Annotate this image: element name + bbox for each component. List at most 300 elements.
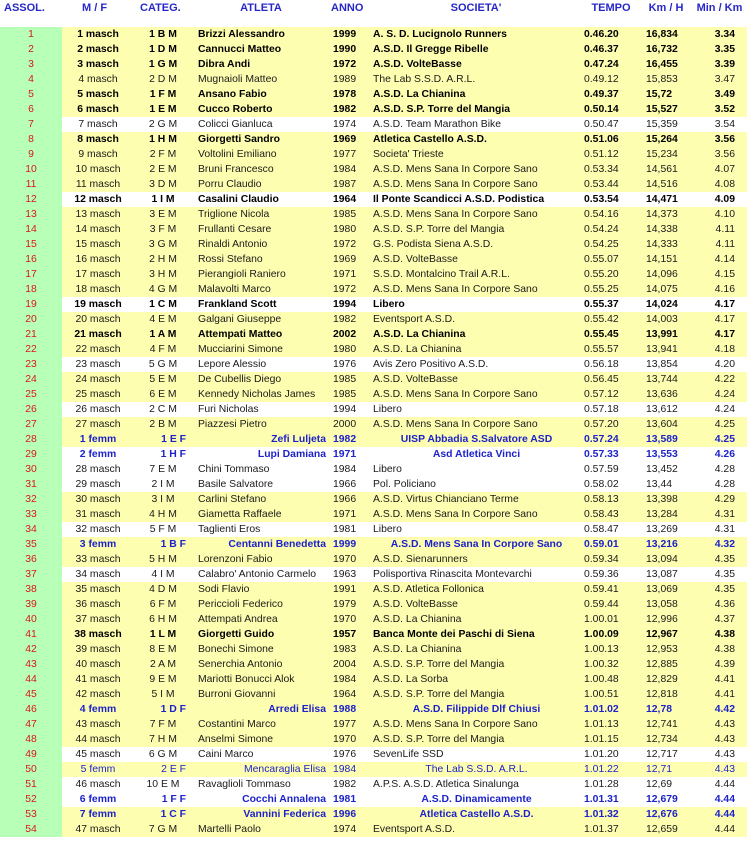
time-cell: 0.59.36 [582, 567, 640, 582]
header-mf: M / F [82, 2, 108, 14]
athlete-name-cell: Rinaldi Antonio [192, 237, 330, 252]
speed-cell: 12,885 [640, 657, 692, 672]
speed-cell: 16,732 [640, 42, 692, 57]
category-cell: 1 H F [134, 447, 192, 462]
club-cell: A.S.D. Mens Sana In Corpore Sano [370, 282, 582, 297]
birth-year-cell: 1964 [330, 687, 370, 702]
time-cell: 0.55.25 [582, 282, 640, 297]
club-cell: A.S.D. Sienarunners [370, 552, 582, 567]
gender-rank-cell: 9 masch [62, 147, 134, 162]
position-cell: 19 [0, 297, 62, 312]
category-cell: 3 D M [134, 177, 192, 192]
time-cell: 0.55.20 [582, 267, 640, 282]
gender-rank-cell: 7 femm [62, 807, 134, 822]
time-cell: 0.55.07 [582, 252, 640, 267]
gender-rank-cell: 37 masch [62, 612, 134, 627]
athlete-name-cell: Ansano Fabio [192, 87, 330, 102]
position-cell: 4 [0, 72, 62, 87]
athlete-name-cell: Vannini Federica [192, 807, 330, 822]
pace-cell: 4.20 [692, 357, 747, 372]
speed-cell: 15,359 [640, 117, 692, 132]
athlete-name-cell: Basile Salvatore [192, 477, 330, 492]
speed-cell: 15,527 [640, 102, 692, 117]
athlete-name-cell: Rossi Stefano [192, 252, 330, 267]
table-row [0, 147, 747, 162]
position-cell: 12 [0, 192, 62, 207]
table-row [0, 552, 747, 567]
speed-cell: 13,744 [640, 372, 692, 387]
header-minkm: Min / Km [696, 2, 743, 14]
pace-cell: 4.39 [692, 657, 747, 672]
athlete-name-cell: Martelli Paolo [192, 822, 330, 837]
position-cell: 32 [0, 492, 62, 507]
athlete-name-cell: Periccioli Federico [192, 597, 330, 612]
category-cell: 4 G M [134, 282, 192, 297]
gender-rank-cell: 28 masch [62, 462, 134, 477]
gender-rank-cell: 6 femm [62, 792, 134, 807]
position-cell: 14 [0, 222, 62, 237]
pace-cell: 4.43 [692, 747, 747, 762]
club-cell: A.S.D. VolteBasse [370, 57, 582, 72]
table-row [0, 762, 747, 777]
pace-cell: 4.32 [692, 537, 747, 552]
position-cell: 20 [0, 312, 62, 327]
athlete-name-cell: Porru Claudio [192, 177, 330, 192]
time-cell: 0.46.37 [582, 42, 640, 57]
speed-cell: 12,69 [640, 777, 692, 792]
category-cell: 2 I M [134, 477, 192, 492]
pace-cell: 4.44 [692, 792, 747, 807]
position-cell: 17 [0, 267, 62, 282]
pace-cell: 4.43 [692, 762, 747, 777]
position-cell: 27 [0, 417, 62, 432]
table-row [0, 402, 747, 417]
birth-year-cell: 2004 [330, 657, 370, 672]
club-cell: A.S.D. Filippide Dlf Chiusi [370, 702, 582, 717]
birth-year-cell: 1982 [330, 432, 370, 447]
time-cell: 1.01.32 [582, 807, 640, 822]
table-row [0, 42, 747, 57]
birth-year-cell: 1977 [330, 717, 370, 732]
pace-cell: 4.17 [692, 297, 747, 312]
time-cell: 0.55.37 [582, 297, 640, 312]
club-cell: A.S.D. S.P. Torre del Mangia [370, 732, 582, 747]
athlete-name-cell: Taglienti Eros [192, 522, 330, 537]
pace-cell: 4.15 [692, 267, 747, 282]
pace-cell: 4.17 [692, 327, 747, 342]
club-cell: A.S.D. La Chianina [370, 342, 582, 357]
gender-rank-cell: 32 masch [62, 522, 134, 537]
header-kmh: Km / H [648, 2, 684, 14]
gender-rank-cell: 2 femm [62, 447, 134, 462]
pace-cell: 4.44 [692, 777, 747, 792]
category-cell: 1 D M [134, 42, 192, 57]
pace-cell: 4.44 [692, 807, 747, 822]
time-cell: 1.01.20 [582, 747, 640, 762]
speed-cell: 13,058 [640, 597, 692, 612]
table-row [0, 717, 747, 732]
position-cell: 36 [0, 552, 62, 567]
athlete-name-cell: Bonechi Simone [192, 642, 330, 657]
speed-cell: 15,72 [640, 87, 692, 102]
category-cell: 2 B M [134, 417, 192, 432]
results-body [0, 27, 747, 837]
club-cell: Libero [370, 297, 582, 312]
speed-cell: 13,589 [640, 432, 692, 447]
club-cell: S.S.D. Montalcino Trail A.R.L. [370, 267, 582, 282]
category-cell: 5 F M [134, 522, 192, 537]
birth-year-cell: 1984 [330, 162, 370, 177]
pace-cell: 4.36 [692, 597, 747, 612]
speed-cell: 12,71 [640, 762, 692, 777]
athlete-name-cell: Kennedy Nicholas James [192, 387, 330, 402]
time-cell: 0.55.57 [582, 342, 640, 357]
gender-rank-cell: 4 femm [62, 702, 134, 717]
position-cell: 10 [0, 162, 62, 177]
position-cell: 8 [0, 132, 62, 147]
gender-rank-cell: 21 masch [62, 327, 134, 342]
speed-cell: 12,818 [640, 687, 692, 702]
position-cell: 52 [0, 792, 62, 807]
athlete-name-cell: Voltolini Emiliano [192, 147, 330, 162]
pace-cell: 4.25 [692, 417, 747, 432]
position-cell: 50 [0, 762, 62, 777]
gender-rank-cell: 3 masch [62, 57, 134, 72]
time-cell: 0.59.34 [582, 552, 640, 567]
table-row [0, 792, 747, 807]
time-cell: 0.59.01 [582, 537, 640, 552]
athlete-name-cell: Colicci Gianluca [192, 117, 330, 132]
birth-year-cell: 1984 [330, 672, 370, 687]
time-cell: 0.56.18 [582, 357, 640, 372]
pace-cell: 4.25 [692, 432, 747, 447]
gender-rank-cell: 23 masch [62, 357, 134, 372]
category-cell: 3 H M [134, 267, 192, 282]
birth-year-cell: 1977 [330, 147, 370, 162]
category-cell: 1 I M [134, 192, 192, 207]
table-row [0, 567, 747, 582]
gender-rank-cell: 20 masch [62, 312, 134, 327]
pace-cell: 4.41 [692, 687, 747, 702]
gender-rank-cell: 2 masch [62, 42, 134, 57]
club-cell: A.S.D. S.P. Torre del Mangia [370, 222, 582, 237]
category-cell: 2 G M [134, 117, 192, 132]
category-cell: 1 H M [134, 132, 192, 147]
club-cell: Polisportiva Rinascita Montevarchi [370, 567, 582, 582]
category-cell: 2 E F [134, 762, 192, 777]
category-cell: 2 E M [134, 162, 192, 177]
pace-cell: 3.39 [692, 57, 747, 72]
position-cell: 21 [0, 327, 62, 342]
club-cell: Societa' Trieste [370, 147, 582, 162]
pace-cell: 4.44 [692, 822, 747, 837]
athlete-name-cell: Cannucci Matteo [192, 42, 330, 57]
time-cell: 0.49.12 [582, 72, 640, 87]
pace-cell: 4.38 [692, 642, 747, 657]
gender-rank-cell: 29 masch [62, 477, 134, 492]
pace-cell: 4.31 [692, 507, 747, 522]
pace-cell: 4.35 [692, 552, 747, 567]
gender-rank-cell: 14 masch [62, 222, 134, 237]
table-row [0, 342, 747, 357]
athlete-name-cell: Frullanti Cesare [192, 222, 330, 237]
club-cell: A.S.D. Mens Sana In Corpore Sano [370, 537, 582, 552]
category-cell: 1 D F [134, 702, 192, 717]
gender-rank-cell: 34 masch [62, 567, 134, 582]
table-row [0, 807, 747, 822]
table-row [0, 687, 747, 702]
position-cell: 41 [0, 627, 62, 642]
gender-rank-cell: 1 masch [62, 27, 134, 42]
athlete-name-cell: Attempati Matteo [192, 327, 330, 342]
pace-cell: 3.54 [692, 117, 747, 132]
speed-cell: 16,834 [640, 27, 692, 42]
athlete-name-cell: Giorgetti Guido [192, 627, 330, 642]
birth-year-cell: 1994 [330, 297, 370, 312]
position-cell: 53 [0, 807, 62, 822]
table-row [0, 597, 747, 612]
position-cell: 43 [0, 657, 62, 672]
gender-rank-cell: 22 masch [62, 342, 134, 357]
gender-rank-cell: 31 masch [62, 507, 134, 522]
table-row [0, 327, 747, 342]
header-year: ANNO [331, 2, 364, 14]
position-cell: 26 [0, 402, 62, 417]
speed-cell: 14,003 [640, 312, 692, 327]
position-cell: 29 [0, 447, 62, 462]
time-cell: 0.46.20 [582, 27, 640, 42]
club-cell: The Lab S.S.D. A.R.L. [370, 762, 582, 777]
club-cell: A.S.D. Team Marathon Bike [370, 117, 582, 132]
speed-cell: 13,069 [640, 582, 692, 597]
gender-rank-cell: 40 masch [62, 657, 134, 672]
speed-cell: 14,151 [640, 252, 692, 267]
club-cell: Il Ponte Scandicci A.S.D. Podistica [370, 192, 582, 207]
speed-cell: 14,333 [640, 237, 692, 252]
athlete-name-cell: Mencaraglia Elisa [192, 762, 330, 777]
gender-rank-cell: 19 masch [62, 297, 134, 312]
time-cell: 0.54.25 [582, 237, 640, 252]
table-row [0, 72, 747, 87]
gender-rank-cell: 3 femm [62, 537, 134, 552]
gender-rank-cell: 35 masch [62, 582, 134, 597]
speed-cell: 13,941 [640, 342, 692, 357]
club-cell: A.P.S. A.S.D. Atletica Sinalunga [370, 777, 582, 792]
category-cell: 7 G M [134, 822, 192, 837]
table-row [0, 747, 747, 762]
birth-year-cell: 1985 [330, 372, 370, 387]
pace-cell: 4.14 [692, 252, 747, 267]
speed-cell: 13,269 [640, 522, 692, 537]
category-cell: 1 A M [134, 327, 192, 342]
table-row [0, 822, 747, 837]
club-cell: A.S.D. S.P. Torre del Mangia [370, 687, 582, 702]
table-row [0, 462, 747, 477]
speed-cell: 12,676 [640, 807, 692, 822]
gender-rank-cell: 7 masch [62, 117, 134, 132]
club-cell: A.S.D. La Sorba [370, 672, 582, 687]
pace-cell: 4.11 [692, 237, 747, 252]
athlete-name-cell: Carlini Stefano [192, 492, 330, 507]
club-cell: Libero [370, 522, 582, 537]
club-cell: Pol. Policiano [370, 477, 582, 492]
category-cell: 2 A M [134, 657, 192, 672]
position-cell: 6 [0, 102, 62, 117]
athlete-name-cell: Mugnaioli Matteo [192, 72, 330, 87]
category-cell: 1 E M [134, 102, 192, 117]
athlete-name-cell: Ravaglioli Tommaso [192, 777, 330, 792]
gender-rank-cell: 38 masch [62, 627, 134, 642]
gender-rank-cell: 11 masch [62, 177, 134, 192]
category-cell: 6 H M [134, 612, 192, 627]
time-cell: 0.55.45 [582, 327, 640, 342]
club-cell: A.S.D. S.P. Torre del Mangia [370, 102, 582, 117]
category-cell: 6 E M [134, 387, 192, 402]
club-cell: A. S. D. Lucignolo Runners [370, 27, 582, 42]
category-cell: 5 H M [134, 552, 192, 567]
table-row [0, 237, 747, 252]
pace-cell: 4.16 [692, 282, 747, 297]
birth-year-cell: 1970 [330, 732, 370, 747]
club-cell: Eventsport A.S.D. [370, 822, 582, 837]
birth-year-cell: 1971 [330, 447, 370, 462]
position-cell: 35 [0, 537, 62, 552]
gender-rank-cell: 30 masch [62, 492, 134, 507]
category-cell: 1 C M [134, 297, 192, 312]
position-cell: 2 [0, 42, 62, 57]
time-cell: 0.57.18 [582, 402, 640, 417]
club-cell: Atletica Castello A.S.D. [370, 132, 582, 147]
gender-rank-cell: 4 masch [62, 72, 134, 87]
pace-cell: 4.18 [692, 342, 747, 357]
category-cell: 5 E M [134, 372, 192, 387]
birth-year-cell: 1980 [330, 222, 370, 237]
athlete-name-cell: Malavolti Marco [192, 282, 330, 297]
club-cell: Eventsport A.S.D. [370, 312, 582, 327]
club-cell: A.S.D. Dinamicamente [370, 792, 582, 807]
athlete-name-cell: Caini Marco [192, 747, 330, 762]
speed-cell: 14,338 [640, 222, 692, 237]
birth-year-cell: 1981 [330, 522, 370, 537]
birth-year-cell: 1991 [330, 582, 370, 597]
pace-cell: 3.52 [692, 102, 747, 117]
pace-cell: 4.11 [692, 222, 747, 237]
pace-cell: 4.24 [692, 402, 747, 417]
birth-year-cell: 1999 [330, 537, 370, 552]
pace-cell: 3.49 [692, 87, 747, 102]
table-row [0, 627, 747, 642]
position-cell: 45 [0, 687, 62, 702]
speed-cell: 14,516 [640, 177, 692, 192]
category-cell: 2 C M [134, 402, 192, 417]
table-row [0, 207, 747, 222]
birth-year-cell: 1974 [330, 822, 370, 837]
gender-rank-cell: 42 masch [62, 687, 134, 702]
time-cell: 0.50.47 [582, 117, 640, 132]
pace-cell: 4.26 [692, 447, 747, 462]
gender-rank-cell: 26 masch [62, 402, 134, 417]
time-cell: 0.55.42 [582, 312, 640, 327]
athlete-name-cell: Calabro' Antonio Carmelo [192, 567, 330, 582]
time-cell: 1.01.13 [582, 717, 640, 732]
table-row [0, 267, 747, 282]
category-cell: 4 F M [134, 342, 192, 357]
category-cell: 4 E M [134, 312, 192, 327]
athlete-name-cell: Cocchi Annalena [192, 792, 330, 807]
pace-cell: 3.56 [692, 147, 747, 162]
table-row [0, 387, 747, 402]
speed-cell: 12,996 [640, 612, 692, 627]
position-cell: 11 [0, 177, 62, 192]
category-cell: 1 F M [134, 87, 192, 102]
position-cell: 47 [0, 717, 62, 732]
athlete-name-cell: Frankland Scott [192, 297, 330, 312]
club-cell: A.S.D. La Chianina [370, 612, 582, 627]
gender-rank-cell: 15 masch [62, 237, 134, 252]
club-cell: Banca Monte dei Paschi di Siena [370, 627, 582, 642]
athlete-name-cell: Galgani Giuseppe [192, 312, 330, 327]
birth-year-cell: 1988 [330, 702, 370, 717]
time-cell: 0.58.13 [582, 492, 640, 507]
pace-cell: 3.47 [692, 72, 747, 87]
athlete-name-cell: Casalini Claudio [192, 192, 330, 207]
birth-year-cell: 1984 [330, 762, 370, 777]
gender-rank-cell: 17 masch [62, 267, 134, 282]
gender-rank-cell: 10 masch [62, 162, 134, 177]
gender-rank-cell: 18 masch [62, 282, 134, 297]
athlete-name-cell: Zefi Luljeta [192, 432, 330, 447]
speed-cell: 12,734 [640, 732, 692, 747]
birth-year-cell: 1982 [330, 102, 370, 117]
table-row [0, 132, 747, 147]
birth-year-cell: 1982 [330, 777, 370, 792]
pace-cell: 4.35 [692, 567, 747, 582]
speed-cell: 13,284 [640, 507, 692, 522]
athlete-name-cell: Mariotti Bonucci Alok [192, 672, 330, 687]
category-cell: 5 G M [134, 357, 192, 372]
category-cell: 2 H M [134, 252, 192, 267]
speed-cell: 13,854 [640, 357, 692, 372]
gender-rank-cell: 6 masch [62, 102, 134, 117]
club-cell: A.S.D. La Chianina [370, 327, 582, 342]
time-cell: 0.51.12 [582, 147, 640, 162]
speed-cell: 14,075 [640, 282, 692, 297]
club-cell: A.S.D. Mens Sana In Corpore Sano [370, 717, 582, 732]
speed-cell: 13,44 [640, 477, 692, 492]
position-cell: 16 [0, 252, 62, 267]
pace-cell: 4.35 [692, 582, 747, 597]
category-cell: 2 F M [134, 147, 192, 162]
gender-rank-cell: 8 masch [62, 132, 134, 147]
birth-year-cell: 1982 [330, 312, 370, 327]
time-cell: 0.57.24 [582, 432, 640, 447]
pace-cell: 4.22 [692, 372, 747, 387]
category-cell: 5 I M [134, 687, 192, 702]
speed-cell: 14,024 [640, 297, 692, 312]
speed-cell: 14,096 [640, 267, 692, 282]
athlete-name-cell: Piazzesi Pietro [192, 417, 330, 432]
athlete-name-cell: Arredi Elisa [192, 702, 330, 717]
pace-cell: 4.08 [692, 177, 747, 192]
table-row [0, 222, 747, 237]
table-row [0, 192, 747, 207]
birth-year-cell: 1964 [330, 192, 370, 207]
time-cell: 1.00.32 [582, 657, 640, 672]
table-row [0, 432, 747, 447]
speed-cell: 13,087 [640, 567, 692, 582]
position-cell: 34 [0, 522, 62, 537]
header-time: TEMPO [591, 2, 631, 14]
